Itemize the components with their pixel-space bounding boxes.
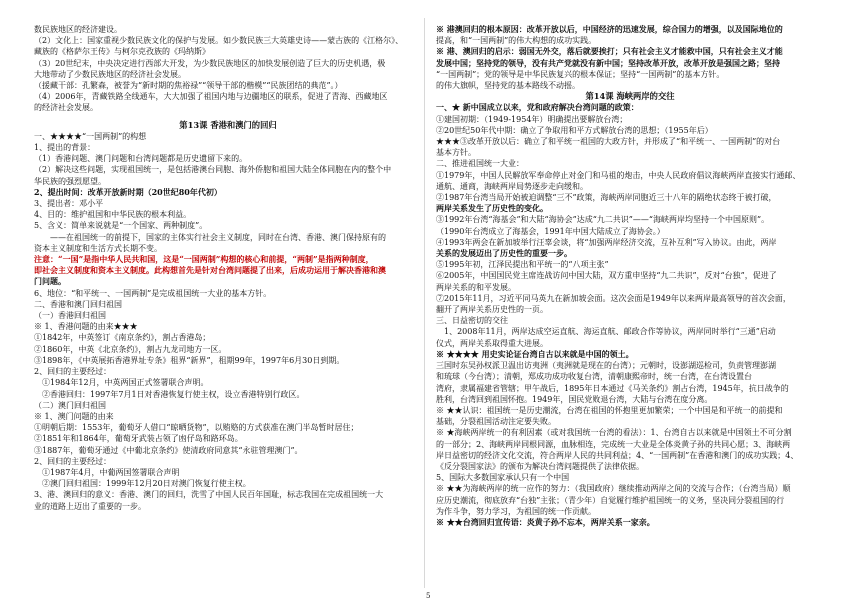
right-line: ※ ★★为海峡两岸的统一应作的努力：（我国政府）继续推动两岸之间的交流与合作；（台湾当局）顺: [436, 484, 791, 494]
left-line: 3、港、澳回归的意义：香港、澳门的回归，洗雪了中国人民百年国耻，标志我国在完成祖国统一大: [34, 490, 384, 500]
left-line: ②1851年和1864年，葡萄牙武装占领了凼仔岛和路环岛。: [34, 434, 243, 444]
left-line: 华民族的强烈愿望。: [34, 176, 106, 186]
left-line: ③1898年，《中英展拓香港界址专条》租界“新界”，租期99年，1997年6月30日到期。: [34, 355, 345, 365]
right-line: ①1979年，中国人民解放军奉命停止对金门和马祖的炮击，中央人民政府倡议海峡两岸直接实行通邮、: [436, 170, 801, 180]
left-line: （援藏干部：孔繁森，被誉为“新时期的焦裕禄”“领导干部的楷模”“民族团结的典范”。）: [34, 81, 343, 91]
right-line: 仪式，两岸关系取得重大进展。: [436, 338, 548, 348]
left-line: 业的道路上迈出了重要的一步。: [34, 501, 146, 511]
left-line: 2、回归的主要经过：: [34, 456, 112, 466]
right-line: 《反分裂国家法》的颁布为解决台湾问题提供了法律依据。: [436, 461, 644, 471]
left-line: ①1842年，中英签订《南京条约》，割占香港岛；: [34, 333, 211, 343]
right-line: ※ ★海峡两岸统一的有利因素（或对我国统一台湾的看法）：1、台湾自古以来就是中国领土不可分割: [436, 428, 792, 438]
right-line: 的伟大旗帜，坚持党的基本路线不动摇。: [436, 81, 580, 91]
left-line: 藏族的《格萨尔王传》与柯尔克孜族的《玛纳斯》: [34, 47, 210, 57]
right-line: 和琉球（今台湾）；清朝，郑成功成功收复台湾，清朝康熙帝时，统一台湾，在台湾设置台: [436, 372, 752, 382]
right-line: 第14课 海峡两岸的交往: [585, 91, 675, 102]
right-line: ※ ★★认识：祖国统一是历史潮流，台湾在祖国的怀抱里更加繁荣；一个中国是和平统一的前提和: [436, 405, 783, 415]
right-line: 为作斗争，努力学习，为祖国的统一作贡献。: [436, 506, 596, 516]
right-line: ①建国初期：（1949-1954年）明确提出要解放台湾；: [436, 114, 628, 124]
right-line: 基础，分裂祖国活动注定要失败。: [436, 417, 556, 427]
right-line: ★★★③改革开放以后：确立了和平统一祖国的大政方针，并形成了“和平统一、一国两制”的对台: [436, 137, 781, 147]
right-line: ⑤1995年初，江泽民提出和平统一的“八项主张”: [436, 260, 609, 270]
right-line: 翻开了两岸关系历史性的一页。: [436, 305, 548, 315]
left-line: 的经济社会发展。: [34, 103, 98, 113]
left-line: 一、★★★★“一国两制”的构想: [34, 131, 147, 141]
left-line: （一）香港回归祖国: [34, 311, 106, 321]
right-line: ※ 港澳回归的根本原因：改革开放以后，中国经济的迅速发展，综合国力的增强，以及国际地位的: [436, 24, 783, 34]
right-line: ※ ★★★★ 用史实论证台湾自古以来就是中国的领土。: [436, 348, 634, 359]
right-line: 关系的发展迈出了历史性的重要一步。: [436, 248, 572, 259]
right-line: 5、国际大多数国家承认只有一个中国: [436, 473, 570, 483]
left-line: （1）香港问题、澳门问题和台湾问题都是历史遗留下来的。: [34, 154, 248, 164]
left-line: ※ 1、澳门问题的由来: [34, 411, 114, 421]
right-line: 通航、通商，海峡两岸局势逐步走向缓和。: [436, 181, 588, 191]
left-line: （2）解决这些问题，实现祖国统一，是包括港澳台同胞、海外侨胞和祖国大陆全体同胞在内的整个中: [34, 165, 392, 175]
left-line: 2、回归的主要经过：: [34, 367, 112, 377]
right-line: 三国时东吴孙权派卫温出访夷洲（夷洲就是现在的台湾）；元朝时，设澎湖巡检司，负责管理澎湖: [436, 361, 776, 371]
right-line: 应历史潮流，彻底放弃“台独”主张；（青少年）自觉履行维护祖国统一的义务，坚决同分裂祖国的行: [436, 495, 785, 505]
left-line: 4、目的：维护祖国和中华民族的根本利益。: [34, 210, 192, 220]
left-line: （3）20世纪末，中央决定进行西部大开发，为少数民族地区的加快发展创造了巨大的历史机遇，极: [34, 58, 386, 68]
left-line: 5、含义：简单来说就是“一个国家、两种制度”。: [34, 221, 208, 231]
right-line: 1、2008年11月，两岸达成空运直航、海运直航、邮政合作等协议，两岸同时举行“三通”启动: [436, 327, 776, 337]
left-line: （二）澳门回归祖国: [34, 400, 106, 410]
left-column: [34, 24, 422, 512]
left-line: 第13课 香港和澳门的回归: [179, 119, 277, 130]
left-line: ②澳门回归祖国：1999年12月20日对澳门恢复行使主权。: [34, 479, 251, 489]
right-line: ⑦2015年11月，习近平同马英九在新加坡会面。这次会面是1949年以来两岸最高领导的首次会面，: [436, 293, 791, 303]
right-line: 一、★ 新中国成立以来，党和政府解决台湾问题的政策：: [436, 102, 639, 113]
left-line: ③1887年，葡萄牙通过《中葡北京条约》使清政府同意其“永驻管理澳门”。: [34, 445, 303, 455]
left-line: ——在祖国统一的前提下，国家的主体实行社会主义制度，同时在台湾、香港、澳门保持原有的: [34, 232, 386, 242]
left-line: 3、提出者：邓小平: [34, 199, 104, 209]
right-column: [436, 24, 824, 528]
right-line: （1990年台湾成立了海基会，1991年中国大陆成立了海协会。）: [436, 226, 665, 236]
right-line: 岸日益密切的经济文化交流，符合两岸人民的共同利益；4、“一国两制”在香港和澳门的成功实践；4、: [436, 450, 799, 460]
right-line: 胜利，台湾回到祖国怀抱。1949年，国民党败退台湾，大陆与台湾在度分离。: [436, 394, 713, 404]
left-line: ※ 1、香港问题的由来★★★: [34, 322, 138, 332]
right-line: 湾府，隶属福建省管辖；甲午战后，1895年日本通过《马关条约》割占台湾，1945年，抗日战争的: [436, 383, 789, 393]
left-line: 2、提出时间：改革开放新时期（20世纪80年代初）: [34, 186, 222, 197]
left-line: ②1860年，中英《北京条约》，割占九龙司地方一区。: [34, 344, 227, 354]
right-line: ②20世纪50年代中期：确立了争取用和平方式解放台湾的思想；（1955年后）: [436, 125, 713, 135]
left-line: （2）文化上：国家重视少数民族文化的保护与发展。如少数民族三大英雄史诗——蒙古族的《江格尔》、: [34, 36, 404, 46]
right-line: ※ ★★台湾回归宣传语：炎黄子孙不忘本，两岸关系一家亲。: [436, 516, 655, 527]
left-line: 门问题。: [34, 276, 66, 287]
left-line: ②香港回归：1997年7月1日对香港恢复行使主权，设立香港特别行政区。: [34, 389, 305, 399]
left-line: ①1984年12月，中英两国正式签署联合声明。: [34, 378, 209, 388]
left-line: 数民族地区的经济建设。: [34, 25, 122, 34]
right-line: 的一部分；2、海峡两岸同根同源，血脉相连，完成统一大业是全体炎黄子孙的共同心愿；3、海峡两: [436, 439, 791, 449]
right-line: “一国两制”；党的领导是中华民族复兴的根本保证；坚持“一国两制”的基本方针。: [436, 69, 725, 79]
right-line: ※ 港、澳回归的启示：弱国无外交，落后就要挨打；只有社会主义才能救中国，只有社会主义才能: [436, 46, 783, 57]
left-line: 6、地位：“和平统一、一国两制”是完成祖国统一大业的基本方针。: [34, 288, 272, 298]
right-line: 两岸关系的和平发展。: [436, 282, 516, 292]
left-line: 资本主义制度和生活方式长期不变。: [34, 243, 162, 253]
right-line: 三、日益密切的交往: [436, 316, 508, 326]
left-line: 1、提出的背景：: [34, 143, 96, 153]
right-line: 基本方针。: [436, 148, 476, 158]
right-line: 两岸关系发生了历史性的变化。: [436, 203, 548, 214]
left-line: ①1987年4月，中葡两国签署联合声明: [34, 467, 180, 477]
right-line: ④1993年两会在新加坡举行汪辜会谈，将“加强两岸经济交流，互补互利”写入协议。由此，两岸: [436, 237, 777, 247]
right-line: ③1992年台湾“海基会”和大陆“海协会”达成“九二共识”——“海峡两岸均坚持一个中国原则”。: [436, 215, 770, 225]
left-line: 注意：“一国”是指中华人民共和国，这是“一国两制”构想的核心和前提，“两制”是指两种制度，: [34, 254, 374, 265]
right-line: 发展中国；坚持党的领导，没有共产党就没有新中国；坚持改革开放，改革开放是强国之路；坚持: [436, 57, 780, 68]
left-line: 即社会主义制度和资本主义制度。此构想首先是针对台湾问题提了出来，后成功运用于解决香港和澳: [34, 265, 386, 276]
left-line: 二、香港和澳门回归祖国: [34, 299, 122, 309]
left-line: ①明朝后期：1553年，葡萄牙人借口“晾晒货物”，以贿赂的方式获准在澳门半岛暂时居住；: [34, 423, 359, 433]
right-line: ②1987年台湾当局开始被迫调整“三不”政策，海峡两岸同胞近三十八年的隔绝状态终于被打破，: [436, 193, 777, 203]
left-line: （4）2006年，青藏铁路全线通车，大大加强了祖国内地与边疆地区的联系，促进了青海、西藏地区: [34, 92, 388, 102]
page-number: 5: [426, 592, 431, 600]
column-divider: [424, 18, 425, 588]
right-line: 二、推进祖国统一大业：: [436, 159, 524, 169]
right-line: 提高，和“一国两制”的伟大构想的成功实践。: [436, 36, 597, 46]
right-line: ⑥2005年，中国国民党主席连战访问中国大陆，双方重申坚持“九二共识”，反对“台独”，促进了: [436, 271, 777, 281]
left-line: 大地带动了少数民族地区的经济社会发展。: [34, 69, 186, 79]
